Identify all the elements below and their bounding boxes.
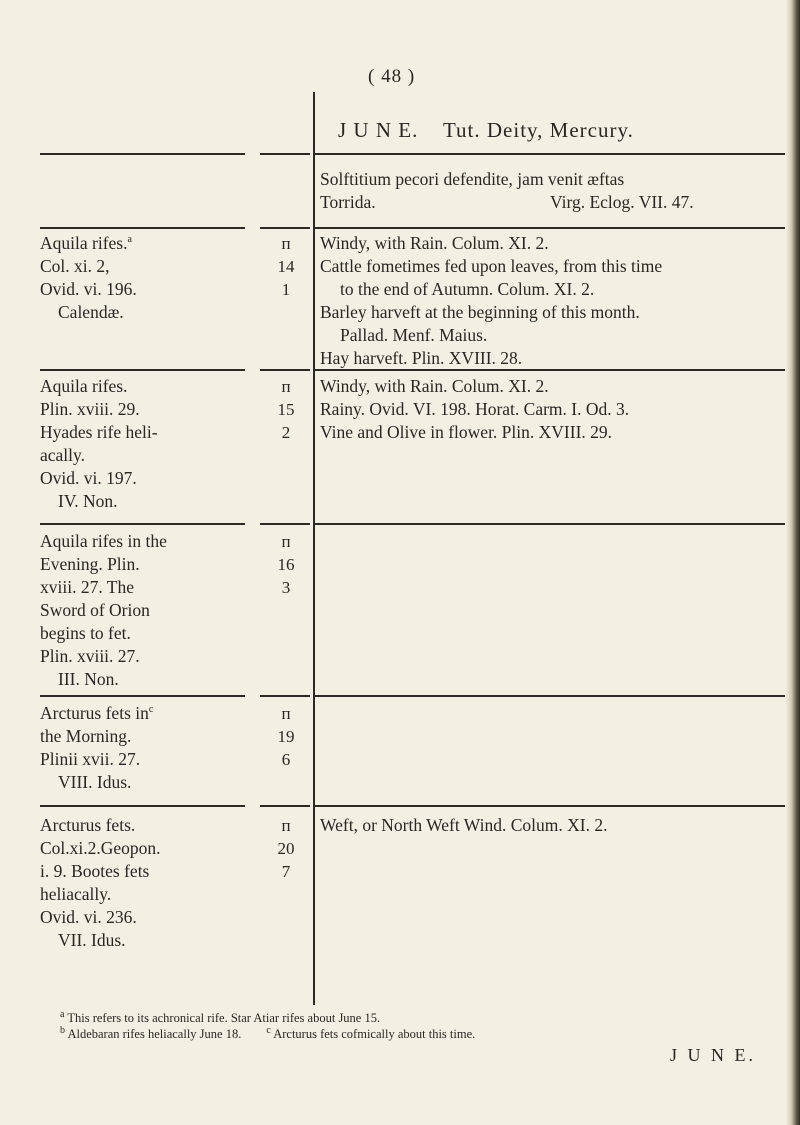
- intro-word: Torrida.: [320, 192, 376, 212]
- gemini-sign: п: [281, 377, 291, 396]
- rule: [260, 227, 310, 229]
- footnote-marker: c: [148, 704, 154, 716]
- header-month: J U N E.: [338, 118, 419, 142]
- row-2-date: [262, 375, 310, 444]
- row-3-date: [262, 530, 310, 599]
- day-number: 16: [277, 555, 295, 574]
- column-divider: [313, 371, 315, 523]
- left-text: Col. xi. 2,: [40, 256, 110, 276]
- left-text: heliacally.: [40, 884, 112, 904]
- header-divider: [313, 92, 315, 154]
- footnotes: [60, 1010, 780, 1042]
- left-text: Hyades rife heli-: [40, 422, 158, 442]
- rule: [260, 805, 310, 807]
- left-text: Aquila rifes.: [40, 376, 128, 396]
- left-text: VII. Idus.: [58, 930, 126, 950]
- day-number: 7: [281, 862, 291, 881]
- intro-line-1: Solftitium pecori defendite, jam venit æftas: [320, 169, 625, 189]
- left-text: Arcturus fets in: [40, 703, 149, 723]
- left-text: Sword of Orion: [40, 600, 150, 620]
- rule: [313, 369, 785, 371]
- day-number: 14: [277, 257, 295, 276]
- rule: [313, 153, 785, 155]
- left-text: acally.: [40, 445, 86, 465]
- day-number: 20: [277, 839, 295, 858]
- left-text: Ovid. vi. 196.: [40, 279, 137, 299]
- gemini-sign: п: [281, 704, 291, 723]
- row-3-left: [40, 530, 255, 691]
- rule: [260, 153, 310, 155]
- gemini-sign: п: [281, 532, 291, 551]
- left-text: Evening. Plin.: [40, 554, 140, 574]
- day-number: 19: [277, 727, 295, 746]
- header-title: [338, 118, 634, 143]
- left-text: Aquila rifes in the: [40, 531, 167, 551]
- day-number: 6: [281, 750, 291, 769]
- rule: [40, 369, 245, 371]
- rule: [40, 523, 245, 525]
- right-text: Pallad. Menf. Maius.: [340, 325, 488, 345]
- left-text: Plin. xviii. 27.: [40, 646, 140, 666]
- rule: [40, 227, 245, 229]
- left-text: the Morning.: [40, 726, 132, 746]
- left-text: Col.xi.2.Geopon.: [40, 838, 161, 858]
- column-divider: [313, 229, 315, 369]
- left-text: Plinii xvii. 27.: [40, 749, 141, 769]
- column-divider: [313, 807, 315, 1005]
- rule: [313, 805, 785, 807]
- day-number: 2: [281, 423, 291, 442]
- day-number: 15: [277, 400, 295, 419]
- left-text: IV. Non.: [58, 491, 118, 511]
- left-text: i. 9. Bootes fets: [40, 861, 150, 881]
- footnote-marker: a: [127, 234, 132, 246]
- rule: [40, 153, 245, 155]
- rule: [260, 523, 310, 525]
- column-divider: [313, 697, 315, 805]
- rule: [260, 695, 310, 697]
- row-4-left: [40, 702, 255, 794]
- page-number: ( 48 ): [368, 66, 416, 87]
- footnote-bc: $^b$ Aldebaran rifes heliacally June 18. $^c$ Arcturus fets cofmically about this time.: [60, 1024, 476, 1041]
- column-divider: [313, 525, 315, 695]
- right-text: Cattle fometimes fed upon leaves, from this time: [320, 256, 663, 276]
- row-2-left: [40, 375, 255, 513]
- left-text: Aquila rifes.: [40, 233, 128, 253]
- catchword: J U N E.: [670, 1045, 756, 1065]
- rule: [313, 523, 785, 525]
- right-text: Weft, or North Weft Wind. Colum. XI. 2.: [320, 815, 608, 835]
- rule: [313, 695, 785, 697]
- row-5-left: [40, 814, 255, 952]
- footnote-a: $^a$ This refers to its achronical rife. Star Atiar rifes about June 15.: [60, 1008, 381, 1025]
- rule: [40, 805, 245, 807]
- right-text: Windy, with Rain. Colum. XI. 2.: [320, 376, 549, 396]
- row-1-right: [320, 232, 790, 370]
- row-5-date: [262, 814, 310, 883]
- rule: [313, 227, 785, 229]
- gemini-sign: п: [281, 816, 291, 835]
- left-text: III. Non.: [58, 669, 119, 689]
- rule: [260, 369, 310, 371]
- left-text: Calendæ.: [58, 302, 124, 322]
- intro-citation: Virg. Eclog. VII. 47.: [550, 192, 694, 212]
- row-1-date: [262, 232, 310, 301]
- right-text: to the end of Autumn. Colum. XI. 2.: [340, 279, 595, 299]
- column-divider: [313, 155, 315, 228]
- intro-line-2: [320, 191, 770, 214]
- row-1-left: [40, 232, 255, 324]
- left-text: xviii. 27. The: [40, 577, 134, 597]
- right-text: Barley harveft at the beginning of this month.: [320, 302, 640, 322]
- right-text: Hay harveft. Plin. XVIII. 28.: [320, 348, 523, 368]
- rule: [40, 695, 245, 697]
- left-text: Arcturus fets.: [40, 815, 136, 835]
- left-text: Ovid. vi. 197.: [40, 468, 137, 488]
- right-text: Rainy. Ovid. VI. 198. Horat. Carm. I. Od. 3.: [320, 399, 630, 419]
- right-text: Vine and Olive in flower. Plin. XVIII. 29.: [320, 422, 613, 442]
- row-2-right: [320, 375, 790, 444]
- day-number: 3: [281, 578, 291, 597]
- left-text: VIII. Idus.: [58, 772, 132, 792]
- left-text: begins to fet.: [40, 623, 131, 643]
- left-text: Ovid. vi. 236.: [40, 907, 137, 927]
- intro-quote: [320, 168, 790, 214]
- gemini-sign: п: [281, 234, 291, 253]
- left-text: Plin. xviii. 29.: [40, 399, 140, 419]
- row-5-right: [320, 814, 790, 837]
- right-text: Windy, with Rain. Colum. XI. 2.: [320, 233, 549, 253]
- header-deity: Tut. Deity, Mercury.: [442, 118, 634, 142]
- day-number: 1: [281, 280, 291, 299]
- row-4-date: [262, 702, 310, 771]
